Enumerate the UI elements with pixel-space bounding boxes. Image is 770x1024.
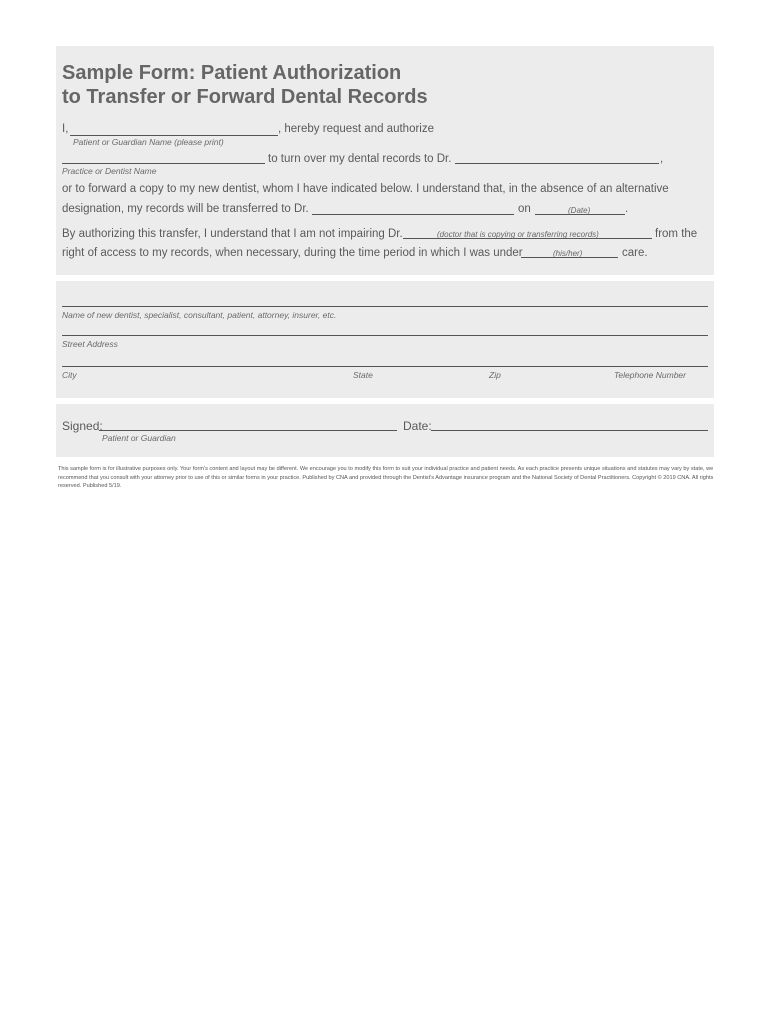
street-address-line[interactable]: [62, 335, 708, 336]
para2-line2: right of access to my records, when necessary, during the time period in which I was under: [62, 247, 523, 259]
row2-middle: to turn over my dental records to Dr.: [268, 153, 452, 165]
date-label: Date:: [403, 419, 432, 433]
form-title-line1: Sample Form: Patient Authorization: [62, 62, 402, 84]
new-dentist-name-line[interactable]: [62, 306, 708, 307]
para1-line2: designation, my records will be transferred to Dr.: [62, 203, 309, 215]
from-the-label: from the: [655, 228, 698, 240]
zip-caption: Zip: [489, 370, 501, 380]
signature-line[interactable]: [99, 430, 397, 431]
para1-period: .: [625, 203, 629, 215]
dentist-name-line[interactable]: [455, 163, 659, 164]
signature-date-line[interactable]: [431, 430, 708, 431]
city-state-zip-line[interactable]: [62, 366, 708, 367]
care-label: care.: [622, 247, 648, 259]
new-dentist-name-caption: Name of new dentist, specialist, consultant, patient, attorney, insurer, etc.: [62, 310, 337, 320]
his-her-hint: (his/her): [553, 249, 583, 258]
signed-label: Signed:: [62, 419, 103, 433]
patient-name-caption: Patient or Guardian Name (please print): [73, 137, 224, 147]
new-dentist-line[interactable]: [312, 214, 514, 215]
patient-name-line[interactable]: [70, 135, 278, 136]
on-label: on: [518, 203, 531, 215]
signature-panel: [56, 404, 714, 457]
practice-name-caption: Practice or Dentist Name: [62, 166, 157, 176]
form-title-line2: to Transfer or Forward Dental Records: [62, 86, 428, 108]
contact-panel: [56, 281, 714, 398]
row1-suffix: , hereby request and authorize: [278, 123, 434, 135]
disclaimer-footer: This sample form is for illustrative purposes only. Your form's content and layout may be different. We encourage you to modify this form to suit your individual practice and patient needs. As each practice presents unique situations and statutes may vary by state, we recommend that you consult with your attorney prior to use of this or similar forms in your practice. Published by CNA and provided through the Dentist's Advantage insurance program and the National Society of Dental Practitioners. Copyright © 2019 CNA. All rights reserved. Published 5/19.: [58, 466, 714, 490]
city-caption: City: [62, 370, 77, 380]
row1-prefix: I,: [62, 123, 69, 135]
practice-name-line[interactable]: [62, 163, 265, 164]
authorization-panel: [56, 46, 714, 275]
street-address-caption: Street Address: [62, 339, 118, 349]
state-caption: State: [353, 370, 373, 380]
signature-caption: Patient or Guardian: [102, 433, 176, 443]
row2-end: ,: [660, 153, 664, 165]
doctor-hint: (doctor that is copying or transferring records): [437, 230, 599, 239]
para1-line1: or to forward a copy to my new dentist, whom I have indicated below. I understand that, in the absence of an alternative: [62, 183, 669, 195]
telephone-caption: Telephone Number: [614, 370, 686, 380]
date-hint: (Date): [568, 206, 591, 215]
para2-line1: By authorizing this transfer, I understand that I am not impairing Dr.: [62, 228, 403, 240]
